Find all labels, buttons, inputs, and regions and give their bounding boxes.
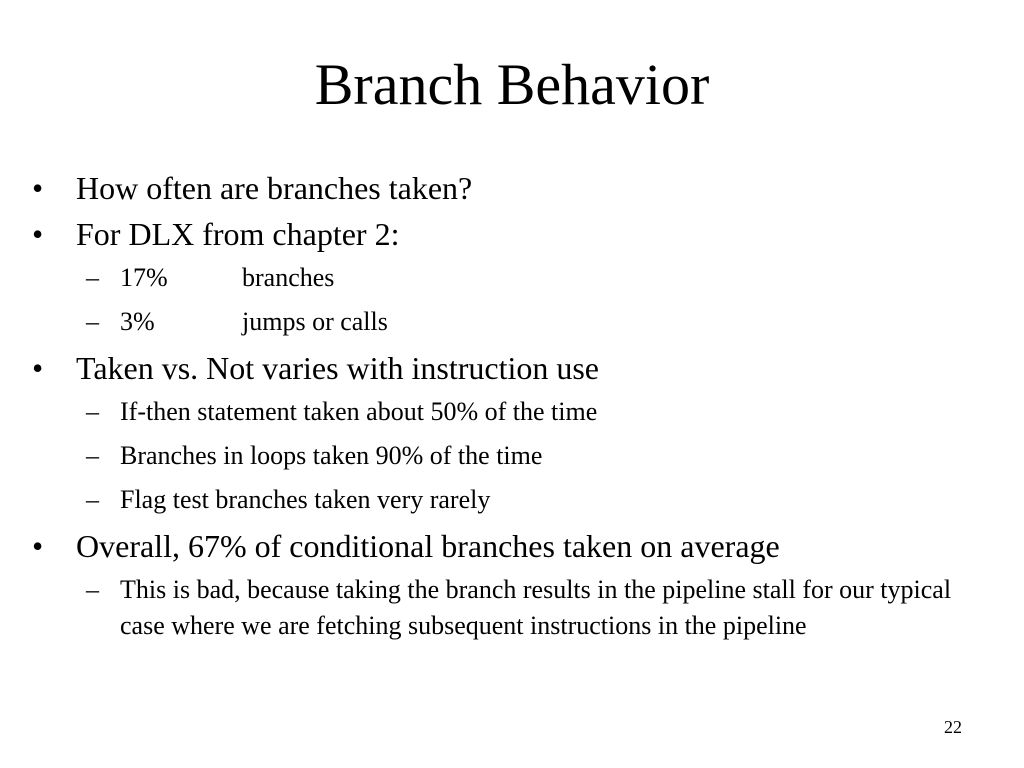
slide-title: Branch Behavior xyxy=(314,52,710,117)
sub-text: This is bad, because taking the branch results in the pipeline stall for our typical case where we are fetching subsequent instructions in the pipeline xyxy=(120,575,952,640)
sub-list-taken xyxy=(32,394,992,518)
sub-marker: – xyxy=(86,575,99,604)
sub-list-dlx xyxy=(32,260,992,340)
bullet-text: Taken vs. Not varies with instruction use xyxy=(76,350,599,386)
sub-text: Branches in loops taken 90% of the time xyxy=(120,441,543,470)
sub-marker: – xyxy=(86,397,99,426)
sub-text: jumps or calls xyxy=(242,307,388,336)
sub-text: Flag test branches taken very rarely xyxy=(120,485,491,514)
sub-marker: – xyxy=(86,485,99,514)
sub-list-overall xyxy=(32,572,992,644)
bullet-how-often xyxy=(32,168,992,208)
bullet-marker: • xyxy=(32,350,44,386)
bullet-dlx xyxy=(32,214,992,254)
bullet-marker: • xyxy=(32,216,44,252)
sub-marker: – xyxy=(86,263,99,292)
bullet-overall xyxy=(32,526,992,566)
sub-item-loops xyxy=(32,438,992,474)
sub-item-flag-test xyxy=(32,482,992,518)
bullet-text: Overall, 67% of conditional branches taken on average xyxy=(76,528,780,564)
bullet-text: For DLX from chapter 2: xyxy=(76,216,400,252)
sub-marker: – xyxy=(86,307,99,336)
bullet-marker: • xyxy=(32,170,44,206)
bullet-text: How often are branches taken? xyxy=(76,170,473,206)
bullet-taken-vs-not xyxy=(32,348,992,388)
sub-item-jumps xyxy=(32,304,992,340)
page-number: 22 xyxy=(944,717,962,737)
bullet-marker: • xyxy=(32,528,44,564)
sub-text: If-then statement taken about 50% of the time xyxy=(120,397,598,426)
sub-item-if-then xyxy=(32,394,992,430)
sub-item-branches xyxy=(32,260,992,296)
sub-item-bad xyxy=(32,572,992,644)
sub-marker: – xyxy=(86,441,99,470)
sub-percent: 3% xyxy=(120,307,155,336)
sub-text: branches xyxy=(242,263,335,292)
sub-percent: 17% xyxy=(120,263,168,292)
slide-content xyxy=(32,168,992,652)
